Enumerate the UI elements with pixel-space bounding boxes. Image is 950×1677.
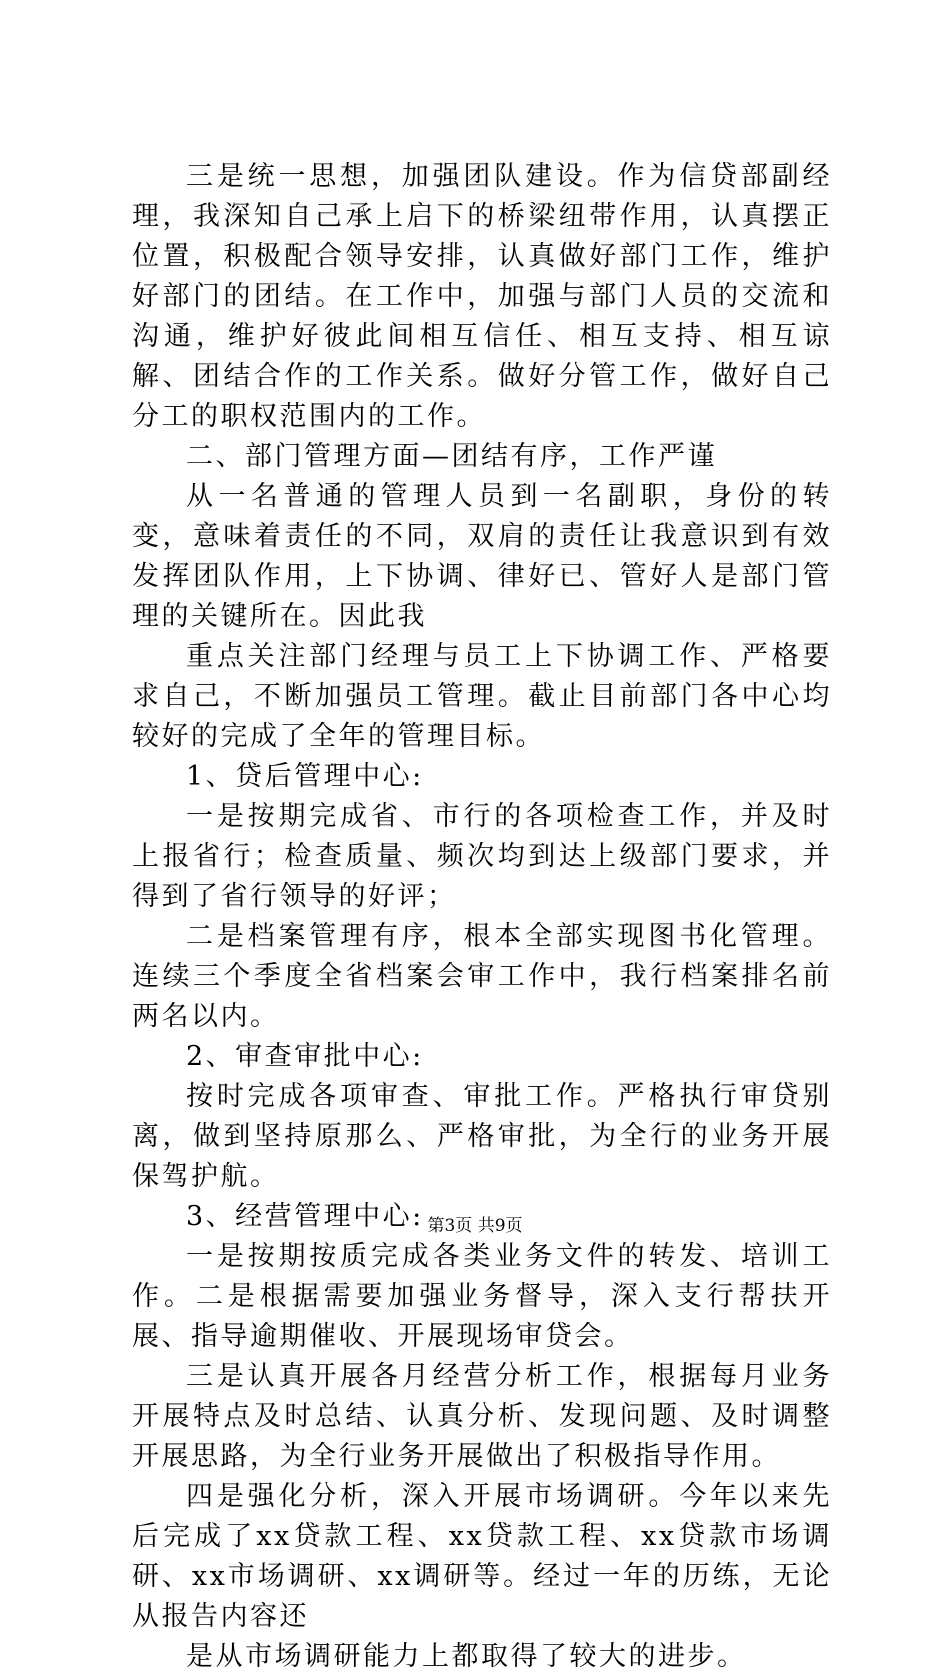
paragraph-inspection-work: 一是按期完成省、市行的各项检查工作，并及时上报省行；检查质量、频次均到达上级部门要求，并得到了省行领导的好评； bbox=[132, 801, 832, 912]
section-heading-department-management: 二、部门管理方面—团结有序，工作严谨 bbox=[186, 441, 717, 472]
paragraph-team-building: 三是统一思想，加强团队建设。作为信贷部副经理，我深知自己承上启下的桥梁纽带作用，认真摆正位置，积极配合领导安排，认真做好部门工作，维护好部门的团结。在工作中，加强与部门人员的交流和沟通，维护好彼此间相互信任、相互支持、相互谅解、团结合作的工作关系。做好分管工作，做好自己分工的职权范围内的工作。 bbox=[132, 161, 832, 432]
subheading-review-approval-center: 2、审查审批中心: bbox=[186, 1041, 424, 1072]
paragraph-monthly-analysis: 三是认真开展各月经营分析工作，根据每月业务开展特点及时总结、认真分析、发现问题、及时调整开展思路，为全行业务开展做出了积极指导作用。 bbox=[132, 1361, 832, 1472]
paragraph-coordination-focus: 重点关注部门经理与员工上下协调工作、严格要求自己，不断加强员工管理。截止目前部门各中心均较好的完成了全年的管理目标。 bbox=[132, 641, 832, 752]
paragraph-archive-management: 二是档案管理有序，根本全部实现图书化管理。连续三个季度全省档案会审工作中，我行档案排名前两名以内。 bbox=[132, 921, 832, 1032]
subheading-post-loan-center: 1、贷后管理中心: bbox=[186, 761, 424, 792]
paragraph-document-training: 一是按期按质完成各类业务文件的转发、培训工作。二是根据需要加强业务督导，深入支行帮扶开展、指导逾期催收、开展现场审贷会。 bbox=[132, 1241, 832, 1352]
paragraph-market-research: 四是强化分析，深入开展市场调研。今年以来先后完成了xx贷款工程、xx贷款工程、xx贷款市场调研、xx市场调研、xx调研等。经过一年的历练，无论从报告内容还 bbox=[132, 1481, 832, 1632]
document-body bbox=[132, 157, 832, 1677]
paragraph-review-approval: 按时完成各项审查、审批工作。严格执行审贷别离，做到坚持原那么、严格审批，为全行的业务开展保驾护航。 bbox=[132, 1081, 832, 1192]
paragraph-role-change: 从一名普通的管理人员到一名副职，身份的转变，意味着责任的不同，双肩的责任让我意识到有效发挥团队作用，上下协调、律好已、管好人是部门管理的关键所在。因此我 bbox=[132, 481, 832, 632]
page-number-footer: 第3页 共9页 bbox=[427, 1216, 523, 1236]
paragraph-progress: 是从市场调研能力上都取得了较大的进步。 bbox=[186, 1641, 747, 1672]
subheading-operations-center: 3、经营管理中心: bbox=[186, 1201, 424, 1232]
